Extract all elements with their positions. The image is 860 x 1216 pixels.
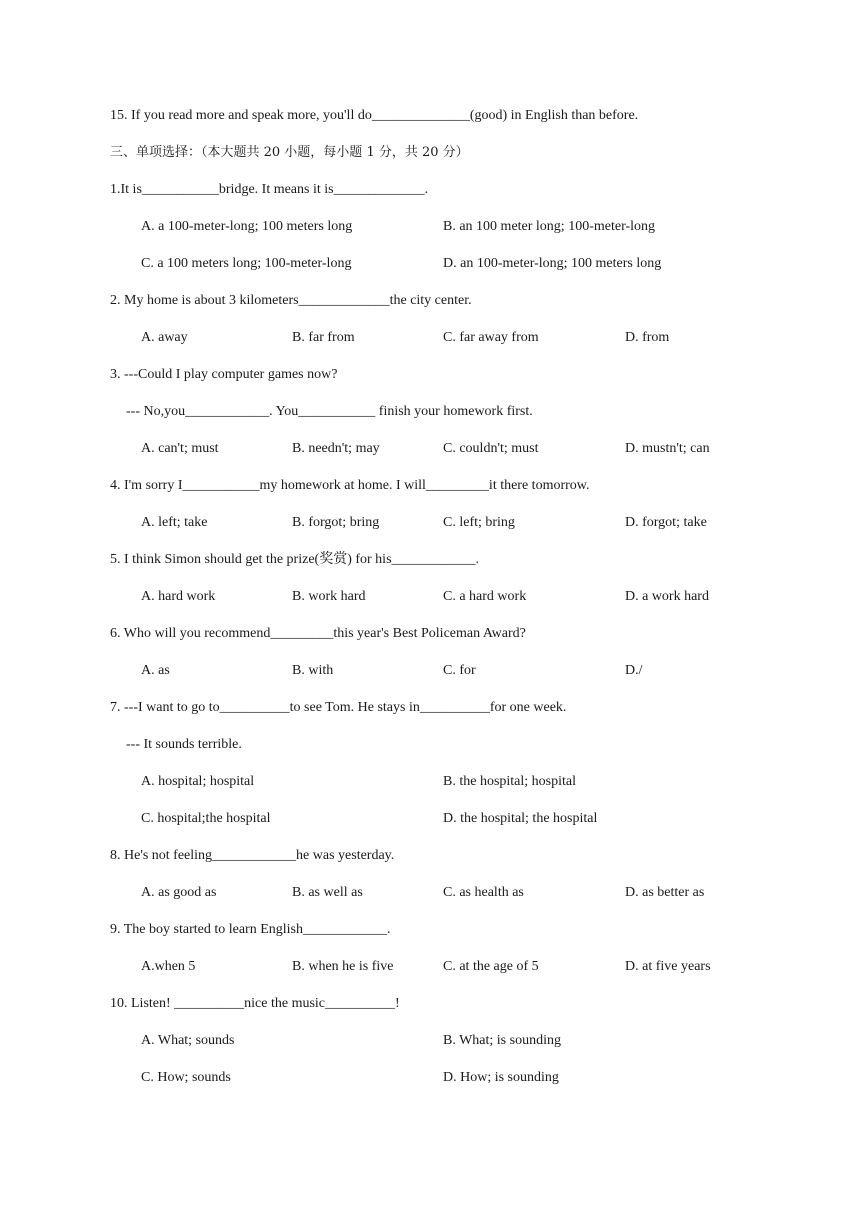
question-10-option-c: C. How; sounds: [141, 1070, 231, 1085]
question-3-option-b: B. needn't; may: [292, 441, 380, 456]
question-10-option-a: A. What; sounds: [141, 1033, 235, 1048]
question-6-stem: 6. Who will you recommend_________this year's Best Policeman Award?: [110, 626, 526, 641]
question-7-option-d: D. the hospital; the hospital: [443, 811, 598, 826]
question-3-stem-reply: --- No,you____________. You___________ finish your homework first.: [126, 404, 533, 419]
question-7-option-b: B. the hospital; hospital: [443, 774, 576, 789]
question-7-stem-reply: --- It sounds terrible.: [126, 737, 242, 752]
question-8-option-b: B. as well as: [292, 885, 363, 900]
question-8-option-a: A. as good as: [141, 885, 217, 900]
question-7-stem: 7. ---I want to go to__________to see Tom. He stays in__________for one week.: [110, 700, 567, 715]
question-2-option-d: D. from: [625, 330, 670, 345]
question-9-option-b: B. when he is five: [292, 959, 394, 974]
question-8-option-c: C. as health as: [443, 885, 524, 900]
question-6-option-b: B. with: [292, 663, 334, 678]
question-5-option-b: B. work hard: [292, 589, 366, 604]
question-9-stem: 9. The boy started to learn English____________.: [110, 922, 391, 937]
question-5-option-a: A. hard work: [141, 589, 216, 604]
question-2-option-b: B. far from: [292, 330, 355, 345]
question-1-stem: 1.It is___________bridge. It means it is_____________.: [110, 182, 429, 197]
question-3-stem: 3. ---Could I play computer games now?: [110, 367, 338, 382]
question-10-option-d: D. How; is sounding: [443, 1070, 559, 1085]
question-9-option-a: A.when 5: [141, 959, 196, 974]
question-6-option-a: A. as: [141, 663, 170, 678]
question-4-option-c: C. left; bring: [443, 515, 515, 530]
question-1-option-b: B. an 100 meter long; 100-meter-long: [443, 219, 656, 234]
question-6-option-c: C. for: [443, 663, 476, 678]
question-10-option-b: B. What; is sounding: [443, 1033, 561, 1048]
question-5-stem: 5. I think Simon should get the prize(奖赏) for his____________.: [110, 552, 480, 567]
question-8-stem: 8. He's not feeling____________he was yesterday.: [110, 848, 395, 863]
question-9-option-d: D. at five years: [625, 959, 711, 974]
question-5-option-c: C. a hard work: [443, 589, 527, 604]
question-5-option-d: D. a work hard: [625, 589, 709, 604]
question-1-option-c: C. a 100 meters long; 100-meter-long: [141, 256, 352, 271]
question-2-option-c: C. far away from: [443, 330, 539, 345]
question-4-option-a: A. left; take: [141, 515, 208, 530]
question-2-stem: 2. My home is about 3 kilometers_____________the city center.: [110, 293, 472, 308]
question-4-option-b: B. forgot; bring: [292, 515, 380, 530]
question-7-option-a: A. hospital; hospital: [141, 774, 255, 789]
question-3-option-a: A. can't; must: [141, 441, 219, 456]
question-1-option-d: D. an 100-meter-long; 100 meters long: [443, 256, 662, 271]
question-3-option-c: C. couldn't; must: [443, 441, 539, 456]
question-4-option-d: D. forgot; take: [625, 515, 707, 530]
question-9-option-c: C. at the age of 5: [443, 959, 539, 974]
question-7-option-c: C. hospital;the hospital: [141, 811, 271, 826]
question-10-stem: 10. Listen! __________nice the music__________!: [110, 996, 400, 1011]
question-15: 15. If you read more and speak more, you'll do______________(good) in English than before.: [110, 108, 639, 123]
question-1-option-a: A. a 100-meter-long; 100 meters long: [141, 219, 353, 234]
question-6-option-d: D./: [625, 663, 643, 678]
question-3-option-d: D. mustn't; can: [625, 441, 710, 456]
section-heading: 三、单项选择：（本大题共 20 小题，每小题 1 分，共 20 分）: [110, 145, 469, 160]
question-4-stem: 4. I'm sorry I___________my homework at home. I will_________it there tomorrow.: [110, 478, 590, 493]
question-2-option-a: A. away: [141, 330, 188, 345]
question-8-option-d: D. as better as: [625, 885, 705, 900]
